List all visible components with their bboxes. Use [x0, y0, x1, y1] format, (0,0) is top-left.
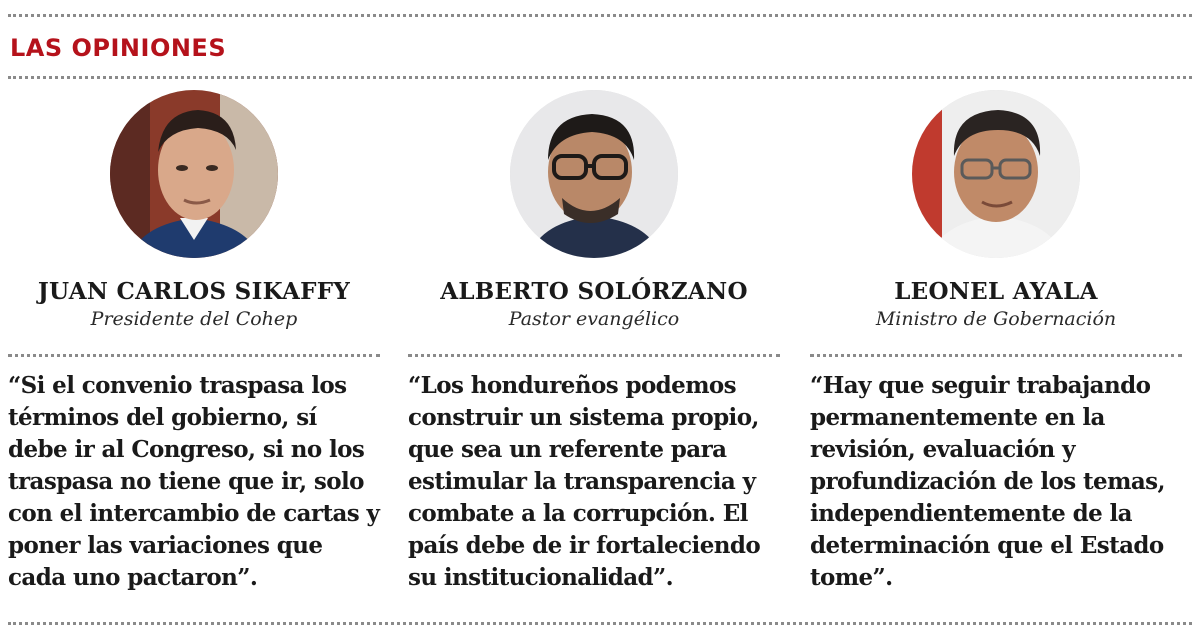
- top-dotted-rule: [8, 14, 1192, 17]
- header-dotted-rule: [8, 76, 1192, 79]
- person-name: JUAN CARLOS SIKAFFY: [37, 278, 351, 305]
- section-title: LAS OPINIONES: [10, 34, 227, 62]
- person-role: Ministro de Gobernación: [875, 308, 1117, 330]
- portrait-sikaffy-image: [110, 90, 278, 258]
- opinion-column-solorzano: [408, 90, 780, 594]
- person-name: LEONEL AYALA: [894, 278, 1098, 305]
- person-role: Pastor evangélico: [508, 308, 680, 330]
- portrait-photo: [912, 90, 1080, 258]
- opinion-quote: “Hay que seguir trabajando permanentemente en la revisión, evaluación y profundización de los temas, independientemente de la determinación que el Estado tome”.: [810, 372, 1165, 591]
- column-dotted-rule: [8, 354, 380, 357]
- column-dotted-rule: [810, 354, 1182, 357]
- column-dotted-rule: [408, 354, 780, 357]
- person-name: ALBERTO SOLÓRZANO: [440, 278, 748, 305]
- opinion-column-sikaffy: [8, 90, 380, 594]
- bottom-dotted-rule: [8, 622, 1192, 625]
- opinion-quote: “Los hondureños podemos construir un sistema propio, que sea un referente para estimular la transparencia y combate a la corrupción. El país debe de ir fortaleciendo su institucionalidad”.: [408, 372, 761, 591]
- opinion-quote: “Si el convenio traspasa los términos del gobierno, sí debe ir al Congreso, si no los traspasa no tiene que ir, solo con el intercambio de cartas y poner las variaciones que cada uno pactaron”.: [8, 372, 380, 591]
- portrait-solorzano-image: [510, 90, 678, 258]
- portrait-ayala-image: [912, 90, 1080, 258]
- portrait-photo: [110, 90, 278, 258]
- opinion-column-ayala: [810, 90, 1182, 594]
- person-role: Presidente del Cohep: [90, 308, 298, 330]
- portrait-photo: [510, 90, 678, 258]
